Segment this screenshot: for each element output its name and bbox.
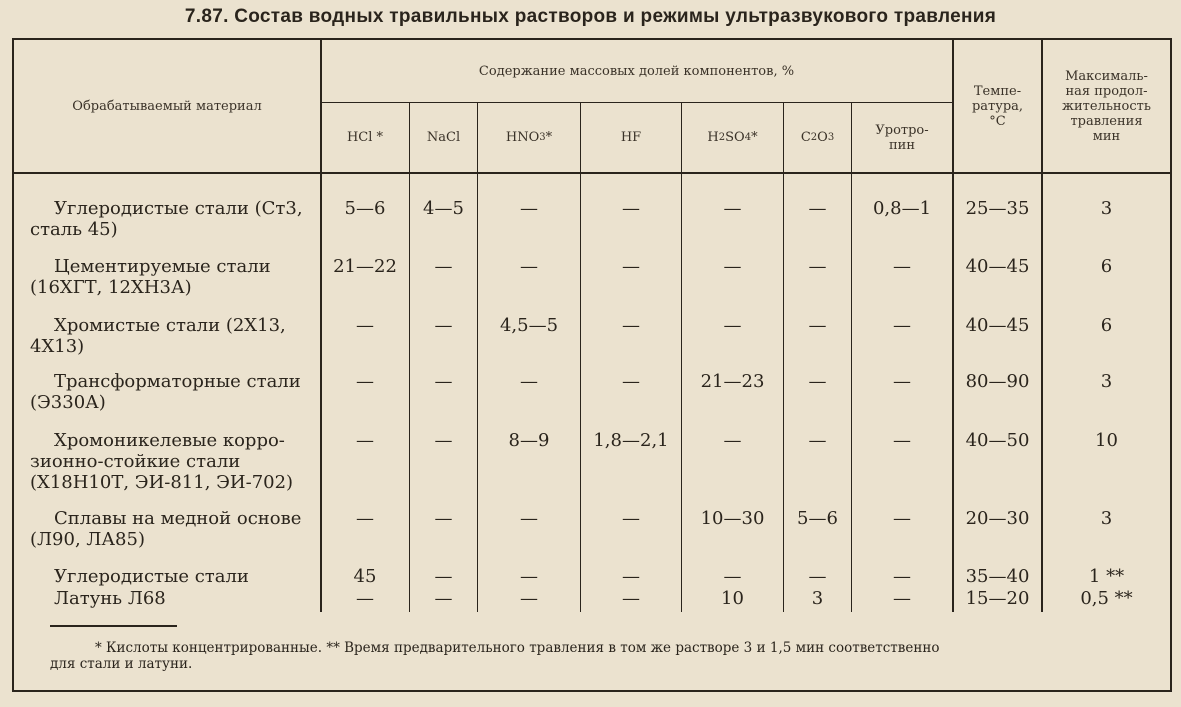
table-cell: 80—90 — [965, 371, 1030, 392]
table-cell: — — [520, 566, 538, 587]
table-cell: — — [434, 430, 453, 451]
table-cell: — — [356, 508, 374, 529]
table-cell: — — [723, 315, 742, 336]
material-line: 4Х13) — [30, 336, 85, 357]
header-hf: HF — [620, 130, 642, 145]
table-cell: 8—9 — [508, 430, 550, 451]
header-c2o3: C 2 O 3 — [800, 130, 835, 145]
table-cell: 0,8—1 — [872, 198, 932, 219]
table-cell: 4,5—5 — [499, 315, 559, 336]
material-line: Углеродистые стали — [54, 566, 249, 587]
table-cell: 0,5 ** — [1080, 588, 1133, 609]
table-cell: — — [893, 256, 911, 277]
table-cell: 35—40 — [965, 566, 1030, 587]
table-cell: — — [808, 198, 827, 219]
table-cell: — — [434, 588, 453, 609]
table-cell: 45 — [353, 566, 377, 587]
right-border — [1170, 38, 1172, 692]
table-cell: 3 — [1100, 371, 1113, 392]
material-line: (Э330А) — [30, 392, 106, 413]
col-line-7 — [851, 103, 852, 612]
material-line: (16ХГТ, 12ХН3А) — [30, 277, 192, 298]
table-cell: — — [893, 371, 911, 392]
table-cell: 4—5 — [423, 198, 464, 219]
table-cell: 21—22 — [333, 256, 397, 277]
table-cell: — — [622, 256, 640, 277]
table-cell: — — [520, 256, 538, 277]
table-cell: — — [356, 430, 374, 451]
col-line-6 — [783, 103, 784, 612]
table-cell: — — [893, 588, 911, 609]
material-line: Хромистые стали (2Х13, — [54, 315, 286, 336]
footnote: * Кислоты концентрированные. ** Время предварительного травления в том же растворе 3 и 1,5 мин соответственно для стали и латуни. — [50, 640, 940, 672]
table-cell: — — [520, 588, 538, 609]
row-material — [30, 566, 315, 587]
table-cell: — — [808, 315, 827, 336]
material-line: сталь 45) — [30, 219, 118, 240]
material-line: Углеродистые стали (Ст3, — [54, 198, 303, 219]
table-cell: 21—23 — [700, 371, 765, 392]
material-line: (Х18Н10Т, ЭИ-811, ЭИ-702) — [30, 472, 294, 493]
row-material — [30, 256, 315, 298]
table-cell: — — [808, 430, 827, 451]
table-cell: 40—45 — [965, 256, 1030, 277]
table-cell: 6 — [1100, 315, 1113, 336]
table-cell: — — [434, 566, 453, 587]
row-material — [30, 430, 315, 493]
material-line: Трансформаторные стали — [54, 371, 301, 392]
header-material: Обрабатываемый материал — [72, 98, 262, 114]
header-h2so4: H 2 SO 4 * — [707, 130, 758, 145]
row-material — [30, 508, 315, 550]
header-hcl: HCl * — [346, 130, 384, 145]
table-cell: — — [893, 315, 911, 336]
table-cell: — — [434, 371, 453, 392]
header-divider — [12, 172, 1172, 174]
table-cell: 10—30 — [700, 508, 765, 529]
table-cell: 20—30 — [965, 508, 1030, 529]
table-cell: — — [520, 508, 538, 529]
table-cell: — — [723, 256, 742, 277]
row-material — [30, 198, 315, 240]
table-cell: 40—45 — [965, 315, 1030, 336]
table-cell: — — [622, 198, 640, 219]
footnote-separator — [50, 625, 177, 627]
table-cell: 1 ** — [1088, 566, 1125, 587]
table-cell: — — [723, 198, 742, 219]
table-cell: 10 — [1095, 430, 1118, 451]
table-cell: — — [622, 566, 640, 587]
table-cell: — — [356, 588, 374, 609]
table-cell: — — [622, 371, 640, 392]
table-cell: — — [356, 371, 374, 392]
table-cell: — — [723, 430, 742, 451]
material-line: Хромоникелевые корро- — [54, 430, 285, 451]
material-line: зионно-стойкие стали — [30, 451, 241, 472]
row-material — [30, 371, 315, 413]
table-cell: 40—50 — [965, 430, 1030, 451]
table-cell: 10 — [721, 588, 744, 609]
col-line-4 — [580, 103, 581, 612]
table-cell: 25—35 — [965, 198, 1030, 219]
table-title: 7.87. Состав водных травильных растворов и режимы ультразвукового травления — [184, 6, 997, 27]
header-temperature: Темпе- ратура, °С — [971, 83, 1024, 129]
table-cell: — — [520, 371, 538, 392]
table-cell: — — [622, 315, 640, 336]
material-line: (Л90, ЛА85) — [30, 529, 145, 550]
table-cell: — — [808, 566, 827, 587]
material-line: Сплавы на медной основе — [54, 508, 302, 529]
table-cell: — — [893, 430, 911, 451]
row-material — [30, 315, 315, 357]
table-cell: — — [356, 315, 374, 336]
table-cell: — — [808, 371, 827, 392]
table-cell: — — [893, 508, 911, 529]
table-cell: — — [434, 256, 453, 277]
table-cell: — — [622, 508, 640, 529]
table-cell: 6 — [1100, 256, 1113, 277]
table-cell: 5—6 — [797, 508, 838, 529]
col-line-2 — [409, 103, 410, 612]
table-cell: — — [434, 315, 453, 336]
table-cell: — — [434, 508, 453, 529]
header-hno3: HNO 3 * — [505, 130, 553, 145]
material-line: Цементируемые стали — [54, 256, 271, 277]
header-content: Содержание массовых долей компонентов, % — [478, 63, 795, 79]
table-cell: 5—6 — [344, 198, 386, 219]
col-line-5 — [681, 103, 682, 612]
table-cell: — — [808, 256, 827, 277]
table-cell: — — [723, 566, 742, 587]
header-urotropin: Уротро- пин — [875, 122, 929, 153]
header-duration: Максималь- ная продол- жительность травления мин — [1062, 68, 1151, 144]
table-cell: 3 — [1100, 198, 1113, 219]
col-line-3 — [477, 103, 478, 612]
table-cell: 3 — [1100, 508, 1113, 529]
table-cell: 1,8—2,1 — [593, 430, 669, 451]
table-cell: — — [893, 566, 911, 587]
table-cell: — — [520, 198, 538, 219]
header-nacl: NaCl — [426, 130, 461, 145]
row-material — [30, 588, 315, 609]
table-cell: 15—20 — [965, 588, 1030, 609]
table-cell: — — [622, 588, 640, 609]
material-line: Латунь Л68 — [54, 588, 166, 609]
table-cell: 3 — [811, 588, 824, 609]
bottom-border — [12, 690, 1172, 692]
